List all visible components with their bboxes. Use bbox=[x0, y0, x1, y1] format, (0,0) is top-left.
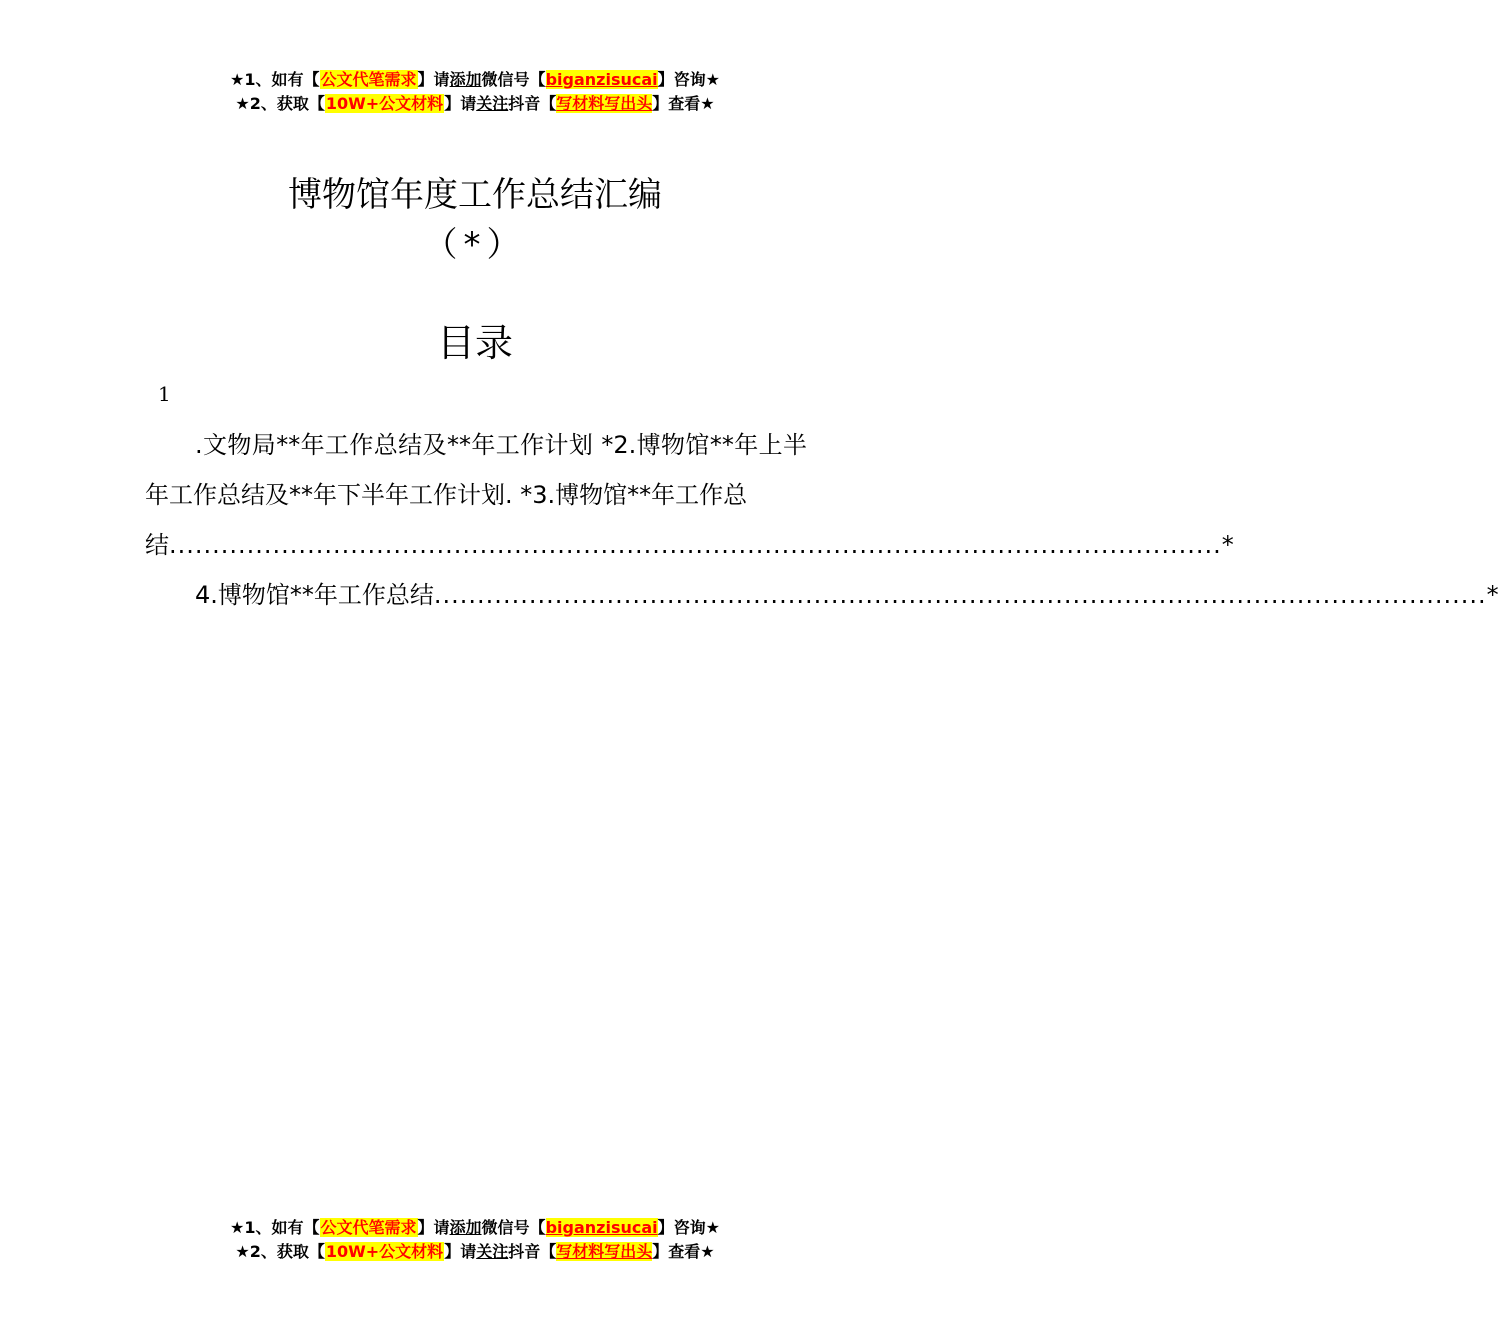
banner-highlight: 公文代笔需求 bbox=[320, 70, 417, 89]
footer-banner bbox=[0, 1216, 950, 1264]
toc-entry-text: 4.博物馆**年工作总结 bbox=[195, 581, 434, 609]
banner-text: 】查看★ bbox=[652, 94, 715, 113]
toc-heading: 目录 bbox=[436, 321, 513, 365]
toc-entry-text: 结 bbox=[145, 531, 169, 559]
toc-entries-paragraph: .文物局**年工作总结及**年工作计划 *2.博物馆**年上半年工作总结及**年下半年工作计划. *3.博物馆**年工作总 bbox=[145, 431, 807, 509]
banner-text: 抖音【 bbox=[508, 94, 557, 113]
toc-dot-leader: .......................................................................................................................... bbox=[169, 531, 1222, 559]
banner-underline: 添加 bbox=[449, 1218, 482, 1237]
document-title: 博物馆年度工作总结汇编 bbox=[288, 175, 662, 215]
banner-text: 抖音【 bbox=[508, 1242, 557, 1261]
table-of-contents bbox=[145, 420, 1499, 620]
banner-line-2 bbox=[0, 92, 950, 116]
banner-text: 】查看★ bbox=[652, 1242, 715, 1261]
banner-text: 】请 bbox=[417, 1218, 450, 1237]
banner-text: 微信号【 bbox=[481, 70, 546, 89]
banner-text: ★1、如有【 bbox=[230, 1218, 320, 1237]
banner-text: 】请 bbox=[417, 70, 450, 89]
toc-page-number: * bbox=[1486, 581, 1499, 609]
banner-text: 】请 bbox=[444, 1242, 477, 1261]
banner-text: 】咨询★ bbox=[657, 1218, 720, 1237]
header-banner bbox=[0, 68, 950, 116]
banner-line-1 bbox=[0, 1216, 950, 1240]
toc-number: 1 bbox=[158, 382, 171, 406]
banner-underline: 添加 bbox=[449, 70, 482, 89]
toc-page-number: * bbox=[1221, 531, 1234, 559]
wechat-id: biganzisucai bbox=[545, 1218, 658, 1237]
toc-entry-3-tail bbox=[145, 520, 1234, 570]
banner-highlight: 10W+公文材料 bbox=[325, 94, 444, 113]
document-subtitle: （*） bbox=[423, 225, 527, 265]
banner-highlight: 公文代笔需求 bbox=[320, 1218, 417, 1237]
toc-dot-leader: .......................................................................................................................... bbox=[433, 581, 1487, 609]
banner-text: 】咨询★ bbox=[657, 70, 720, 89]
banner-text: ★1、如有【 bbox=[230, 70, 320, 89]
banner-line-2 bbox=[0, 1240, 950, 1264]
banner-highlight: 10W+公文材料 bbox=[325, 1242, 444, 1261]
banner-line-1 bbox=[0, 68, 950, 92]
banner-underline: 关注 bbox=[476, 1242, 509, 1261]
douyin-name: 写材料写出头 bbox=[556, 1242, 653, 1261]
wechat-id: biganzisucai bbox=[545, 70, 658, 89]
banner-text: ★2、获取【 bbox=[235, 94, 325, 113]
banner-text: ★2、获取【 bbox=[235, 1242, 325, 1261]
banner-text: 】请 bbox=[444, 94, 477, 113]
toc-entry-4 bbox=[145, 570, 1499, 620]
banner-text: 微信号【 bbox=[481, 1218, 546, 1237]
banner-underline: 关注 bbox=[476, 94, 509, 113]
douyin-name: 写材料写出头 bbox=[556, 94, 653, 113]
